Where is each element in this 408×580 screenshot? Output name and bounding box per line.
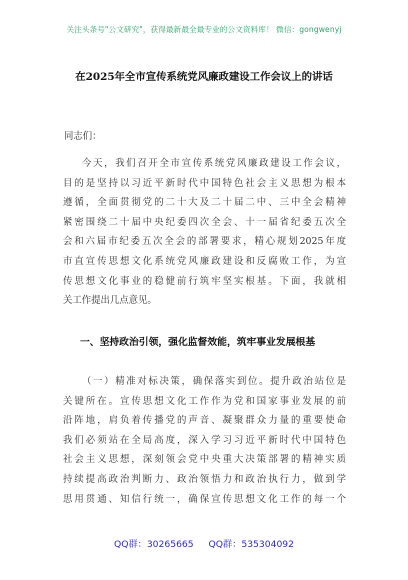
intro-line: 关工作提出几点意见。 <box>63 295 157 307</box>
intro-line: 传思想文化事业的稳健前行筑牢坚实根基。下面，我就相 <box>63 275 346 287</box>
intro-line: 今天，我们召开全市宣传系统党风廉政建设工作会议， <box>82 158 346 169</box>
body-line: 关键所在。宣传思想文化工作作为党和国家事业发展的前 <box>63 395 346 407</box>
footer-qq-group-1: QQ群：30265665 <box>114 539 194 550</box>
intro-line: 目的是坚持以习近平新时代中国特色社会主义思想为根本 <box>63 177 346 189</box>
intro-line: 会和六届市纪委五次全会的部署要求，精心规划2025年度 <box>63 236 346 248</box>
header-banner: 关注头条号"公文研究"，获得最新最全最专业的公文资料库！ 微信：gongwenyj <box>66 25 342 34</box>
body-line: 思用贯通、知信行统一，确保宣传思想文化工作的每一个 <box>63 493 346 505</box>
body-paragraph <box>63 372 346 509</box>
page-title: 在2025年全市宣传系统党风廉政建设工作会议上的讲话 <box>75 71 333 83</box>
intro-line: 遵循，全面贯彻党的二十大及二十届二中、三中全会精神 <box>63 197 346 209</box>
footer-qq-group-2: QQ群：535304092 <box>208 539 294 550</box>
footer-qq-groups <box>0 536 408 550</box>
body-line: 持续提高政治判断力、政治领悟力和政治执行力，做到学 <box>63 473 346 485</box>
body-line: 沿阵地，肩负着传播党的声音、凝聚群众力量的重要使命 <box>63 415 346 427</box>
intro-line: 紧密围绕二十届中央纪委四次全会、十一届省纪委五次全 <box>63 216 346 228</box>
intro-paragraph <box>63 154 346 311</box>
body-line: 社会主义思想，深刻领会党中央重大决策部署的精神实质 <box>63 454 346 466</box>
intro-line: 市直宣传思想文化系统党风廉政建设和反腐败工作，为宣 <box>63 255 346 267</box>
salutation: 同志们： <box>64 131 102 142</box>
body-line: 我们必须站在全局高度，深入学习习近平新时代中国特色 <box>63 434 346 446</box>
body-line: （一）精准对标决策，确保落实到位。提升政治站位是 <box>82 376 346 387</box>
section-heading: 一、坚持政治引领，强化监督效能，筑牢事业发展根基 <box>80 337 316 348</box>
